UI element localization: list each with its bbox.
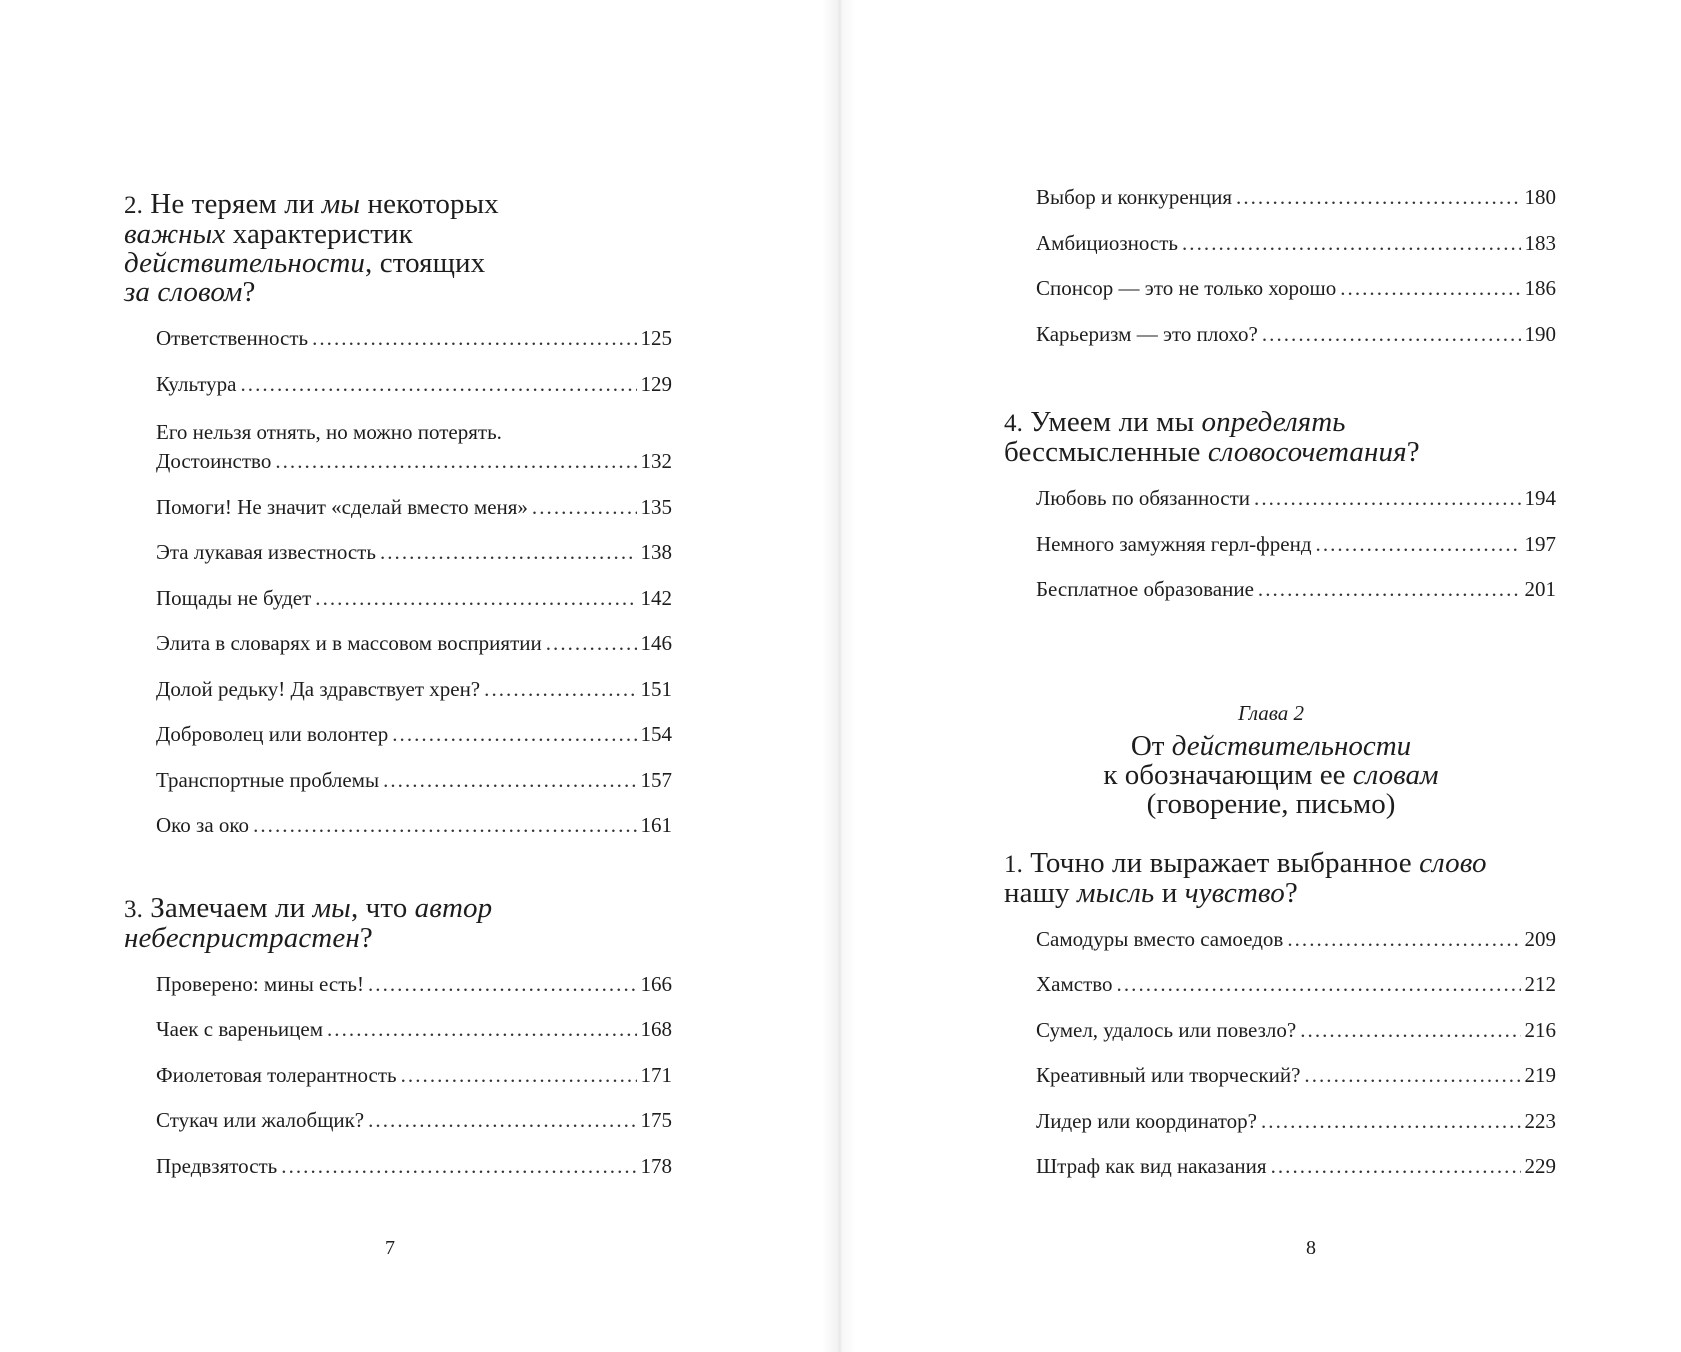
toc-entry[interactable] bbox=[156, 1016, 672, 1042]
heading-text: , стоящих bbox=[365, 247, 486, 279]
section-heading-3 bbox=[124, 891, 672, 954]
toc-entry-page: 223 bbox=[1524, 1108, 1556, 1133]
left-page bbox=[0, 0, 838, 1352]
heading-italic: действительности bbox=[124, 247, 366, 279]
toc-entry[interactable] bbox=[1036, 230, 1556, 256]
toc-list-section-2 bbox=[124, 325, 672, 838]
toc-entry-page: 132 bbox=[640, 449, 672, 473]
leader-dots bbox=[368, 1107, 636, 1133]
left-page-content bbox=[124, 190, 672, 1198]
toc-entry-title: Креативный или творческий? bbox=[1036, 1062, 1304, 1088]
toc-entry-page: 146 bbox=[640, 631, 672, 655]
right-page-content bbox=[1004, 184, 1556, 1199]
toc-entry[interactable] bbox=[156, 325, 672, 351]
heading-italic: чувство bbox=[1184, 876, 1285, 909]
toc-entry[interactable] bbox=[156, 539, 672, 565]
leader-dots bbox=[532, 494, 637, 520]
leader-dots bbox=[1271, 1153, 1521, 1179]
toc-entry[interactable] bbox=[1036, 485, 1556, 511]
leader-dots bbox=[401, 1062, 637, 1088]
toc-entry-title: Пощады не будет bbox=[156, 585, 315, 611]
toc-entry-page: 197 bbox=[1524, 531, 1556, 556]
toc-entry[interactable] bbox=[156, 971, 672, 997]
chapter-label: Глава 2 bbox=[1238, 700, 1304, 725]
leader-dots bbox=[380, 539, 637, 565]
toc-entry[interactable] bbox=[1036, 321, 1556, 347]
toc-entry-page: 186 bbox=[1524, 276, 1556, 300]
toc-entry-page: 212 bbox=[1524, 972, 1556, 996]
toc-entry[interactable] bbox=[1036, 184, 1556, 210]
toc-entry-title: Бесплатное образование bbox=[1036, 576, 1258, 602]
toc-entry[interactable] bbox=[156, 812, 672, 838]
heading-text: ? bbox=[242, 276, 256, 308]
chapter-title-text: (говорение, письмо) bbox=[1146, 787, 1396, 820]
toc-entry[interactable] bbox=[156, 585, 672, 611]
leader-dots bbox=[368, 971, 637, 997]
heading-italic: за словом bbox=[124, 276, 243, 308]
leader-dots bbox=[1182, 230, 1521, 256]
leader-dots bbox=[240, 371, 636, 397]
toc-entry-page: 175 bbox=[640, 1108, 672, 1132]
section-heading-4 bbox=[1004, 408, 1556, 467]
toc-entry-title: Элита в словарях и в массовом восприятии bbox=[156, 630, 546, 656]
toc-entry-title: Помоги! Не значит «сделай вместо меня» bbox=[156, 494, 532, 520]
toc-list-section-4 bbox=[1004, 485, 1556, 602]
toc-entry-page: 125 bbox=[640, 326, 672, 350]
toc-entry[interactable] bbox=[156, 494, 672, 520]
heading-text: , что bbox=[350, 891, 415, 924]
heading-text: характеристик bbox=[225, 218, 413, 250]
toc-entry-page: 151 bbox=[640, 676, 672, 701]
toc-entry[interactable] bbox=[1036, 1062, 1556, 1088]
toc-entry-title: Лидер или координатор? bbox=[1036, 1108, 1261, 1134]
leader-dots bbox=[1236, 184, 1520, 210]
page-number: 8 bbox=[1306, 1237, 1316, 1259]
toc-entry-title: Долой редьку! Да здравствует хрен? bbox=[156, 676, 484, 702]
leader-dots bbox=[1316, 531, 1521, 557]
toc-entry-title: Транспортные проблемы bbox=[156, 767, 383, 793]
toc-entry[interactable] bbox=[156, 416, 672, 474]
leader-dots bbox=[546, 630, 637, 656]
toc-entry-title: Доброволец или волонтер bbox=[156, 721, 392, 747]
toc-entry[interactable] bbox=[156, 1062, 672, 1088]
toc-entry-page: 229 bbox=[1524, 1154, 1556, 1178]
toc-entry-title: Фиолетовая толерантность bbox=[156, 1062, 401, 1088]
toc-entry[interactable] bbox=[156, 371, 672, 397]
heading-text: Точно ли выражает выбранное bbox=[1022, 846, 1420, 879]
toc-entry-title: Сумел, удалось или повезло? bbox=[1036, 1017, 1300, 1043]
toc-entry-page: 154 bbox=[640, 722, 672, 746]
toc-entry-title: Достоинство bbox=[156, 448, 275, 474]
toc-entry-page: 216 bbox=[1524, 1017, 1556, 1042]
leader-dots bbox=[392, 721, 636, 747]
toc-entry-title: Стукач или жалобщик? bbox=[156, 1107, 368, 1133]
toc-entry-page: 161 bbox=[640, 813, 672, 837]
toc-entry-title: Любовь по обязанности bbox=[1036, 485, 1254, 511]
chapter-title-italic: действительности bbox=[1171, 729, 1412, 762]
toc-entry-title: Выбор и конкуренция bbox=[1036, 184, 1236, 210]
toc-entry[interactable] bbox=[1036, 1108, 1556, 1134]
toc-entry-page: 129 bbox=[640, 371, 672, 396]
leader-dots bbox=[383, 767, 636, 793]
toc-entry-title: Ответственность bbox=[156, 325, 312, 351]
leader-dots bbox=[275, 448, 636, 474]
toc-entry[interactable] bbox=[1036, 1153, 1556, 1179]
heading-italic: словосочетания bbox=[1207, 436, 1407, 468]
toc-entry[interactable] bbox=[1036, 531, 1556, 557]
heading-italic: мы bbox=[312, 891, 351, 924]
heading-text: Умеем ли мы bbox=[1022, 406, 1202, 438]
chapter-title-italic: словам bbox=[1352, 758, 1439, 791]
toc-list-section-1 bbox=[1004, 926, 1556, 1180]
toc-entry-title: Хамство bbox=[1036, 971, 1117, 997]
heading-italic: небеспристрастен bbox=[124, 921, 360, 954]
leader-dots bbox=[1117, 971, 1521, 997]
toc-entry-page: 138 bbox=[640, 540, 672, 564]
leader-dots bbox=[281, 1153, 636, 1179]
toc-list-continued bbox=[1004, 184, 1556, 347]
toc-entry-title: Чаек с вареньицем bbox=[156, 1016, 327, 1042]
toc-entry-page: 135 bbox=[640, 494, 672, 519]
section-number: 4. bbox=[1004, 410, 1023, 437]
toc-entry-page: 171 bbox=[640, 1062, 672, 1087]
leader-dots bbox=[315, 585, 636, 611]
chapter-title-text: к обозначающим ее bbox=[1103, 758, 1353, 791]
toc-entry-title-line1: Его нельзя отнять, но можно потерять. bbox=[156, 420, 502, 444]
toc-entry-title: Карьеризм — это плохо? bbox=[1036, 321, 1262, 347]
toc-entry-page: 166 bbox=[640, 971, 672, 996]
toc-entry-title: Предвзятость bbox=[156, 1153, 281, 1179]
chapter-heading bbox=[1004, 700, 1556, 819]
heading-text: бессмысленные bbox=[1004, 436, 1208, 468]
toc-entry-title: Самодуры вместо самоедов bbox=[1036, 926, 1287, 952]
leader-dots bbox=[1287, 926, 1520, 952]
toc-entry-title: Око за око bbox=[156, 812, 253, 838]
toc-entry-page: 194 bbox=[1524, 486, 1556, 510]
toc-entry-page: 142 bbox=[640, 585, 672, 610]
section-heading-1 bbox=[1004, 846, 1556, 909]
heading-text: ? bbox=[1406, 436, 1420, 468]
leader-dots bbox=[1262, 321, 1521, 347]
section-number: 3. bbox=[124, 895, 143, 923]
leader-dots bbox=[1261, 1108, 1521, 1134]
toc-entry[interactable] bbox=[1036, 971, 1556, 997]
toc-entry-page: 190 bbox=[1524, 321, 1556, 346]
leader-dots bbox=[1304, 1062, 1520, 1088]
heading-text: и bbox=[1154, 876, 1185, 909]
section-number: 2. bbox=[124, 192, 143, 219]
heading-text: нашу bbox=[1004, 876, 1077, 909]
heading-text: некоторых bbox=[360, 188, 499, 220]
toc-entry-page: 178 bbox=[640, 1153, 672, 1178]
toc-entry[interactable] bbox=[1036, 926, 1556, 952]
heading-text: Не теряем ли bbox=[142, 188, 322, 220]
section-heading-2 bbox=[124, 190, 672, 307]
heading-italic: автор bbox=[414, 891, 493, 924]
toc-entry[interactable] bbox=[156, 767, 672, 793]
toc-entry-title: Эта лукавая известность bbox=[156, 539, 380, 565]
toc-entry-title: Штраф как вид наказания bbox=[1036, 1153, 1271, 1179]
leader-dots bbox=[1254, 485, 1520, 511]
chapter-title bbox=[1004, 729, 1538, 820]
heading-text: Замечаем ли bbox=[142, 891, 313, 924]
toc-entry-title: Культура bbox=[156, 371, 240, 397]
toc-list-section-3 bbox=[124, 971, 672, 1179]
leader-dots bbox=[1258, 576, 1521, 602]
book-gutter-shadow bbox=[822, 0, 856, 1352]
heading-italic: мы bbox=[321, 188, 361, 220]
leader-dots bbox=[1300, 1017, 1520, 1043]
right-page bbox=[838, 0, 1681, 1352]
toc-entry-page: 157 bbox=[640, 767, 672, 792]
toc-entry-page: 168 bbox=[640, 1017, 672, 1041]
toc-entry-title: Немного замужняя герл-френд bbox=[1036, 531, 1316, 557]
leader-dots bbox=[312, 325, 636, 351]
toc-entry[interactable] bbox=[156, 721, 672, 747]
toc-entry-title: Проверено: мины есть! bbox=[156, 971, 368, 997]
toc-entry-page: 209 bbox=[1524, 926, 1556, 951]
section-number: 1. bbox=[1004, 850, 1023, 878]
toc-entry[interactable] bbox=[1036, 1017, 1556, 1043]
leader-dots bbox=[1340, 275, 1520, 301]
toc-entry[interactable] bbox=[156, 630, 672, 656]
toc-entry-title: Спонсор — это не только хорошо bbox=[1036, 275, 1340, 301]
toc-entry-page: 219 bbox=[1524, 1063, 1556, 1087]
toc-entry[interactable] bbox=[156, 676, 672, 702]
toc-entry-page: 183 bbox=[1524, 230, 1556, 255]
heading-text: ? bbox=[1284, 876, 1298, 909]
toc-entry-page: 201 bbox=[1524, 577, 1556, 601]
toc-entry-page: 180 bbox=[1524, 185, 1556, 209]
leader-dots bbox=[253, 812, 636, 838]
heading-italic: мысль bbox=[1076, 876, 1155, 909]
toc-entry[interactable] bbox=[1036, 275, 1556, 301]
heading-italic: слово bbox=[1419, 846, 1487, 879]
chapter-title-text: От bbox=[1130, 729, 1172, 762]
heading-italic: определять bbox=[1201, 406, 1346, 438]
page-number: 7 bbox=[385, 1237, 395, 1259]
leader-dots bbox=[327, 1016, 637, 1042]
heading-text: ? bbox=[359, 921, 373, 954]
heading-italic: важных bbox=[124, 218, 226, 250]
toc-entry[interactable] bbox=[156, 1153, 672, 1179]
toc-entry-title: Амбициозность bbox=[1036, 230, 1182, 256]
toc-entry[interactable] bbox=[156, 1107, 672, 1133]
leader-dots bbox=[484, 676, 636, 702]
toc-entry[interactable] bbox=[1036, 576, 1556, 602]
